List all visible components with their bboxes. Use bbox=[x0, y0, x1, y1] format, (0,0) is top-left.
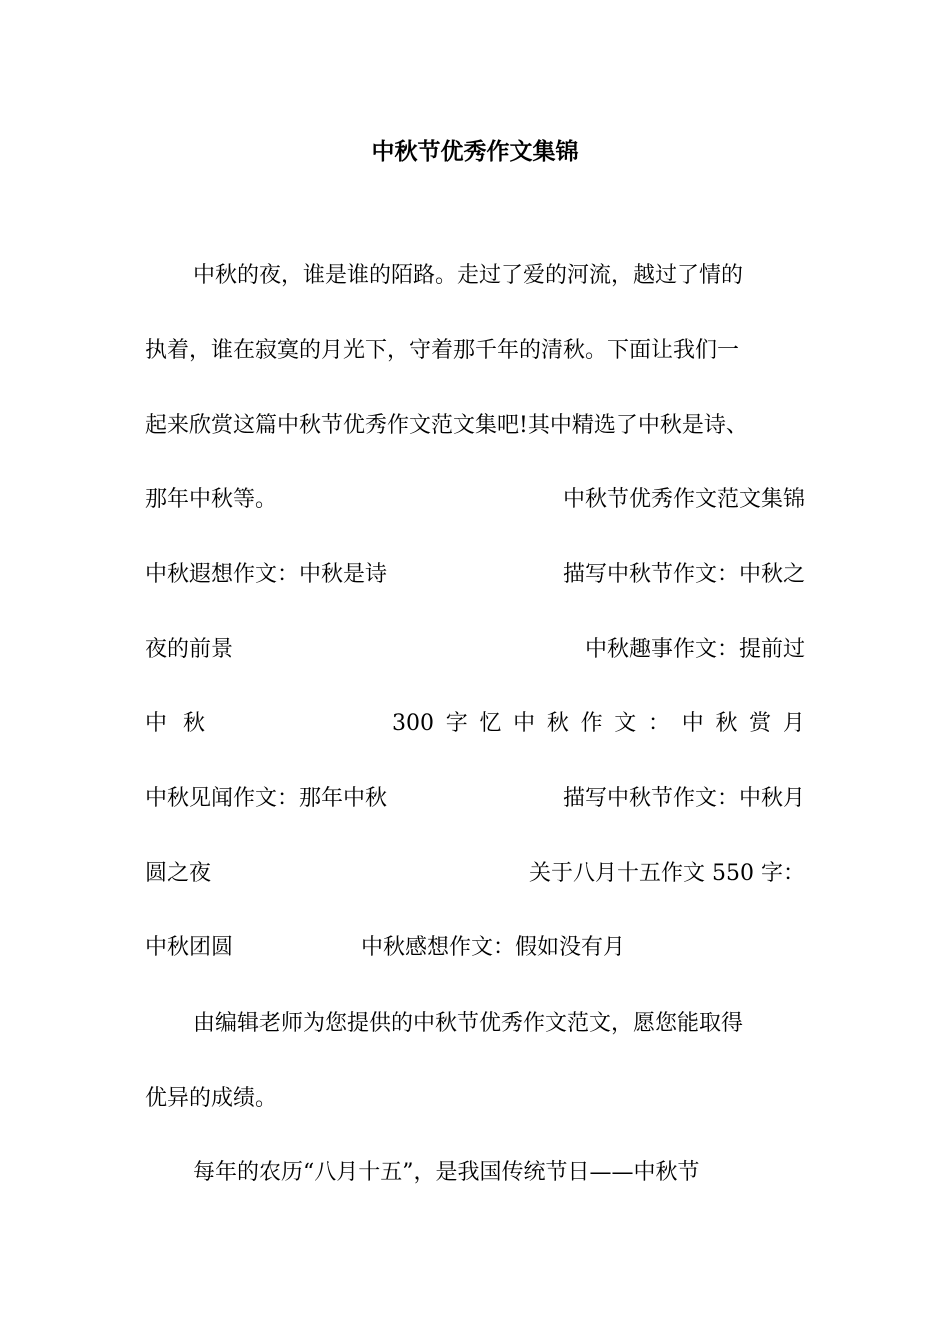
toc-item-3-part-2 bbox=[145, 706, 205, 742]
intro-line-3: 起来欣赏这篇中秋节优秀作文范文集吧!其中精选了中秋是诗、 bbox=[145, 413, 748, 438]
intro-line-4 bbox=[145, 482, 805, 518]
toc-char: 作 bbox=[580, 711, 603, 736]
toc-char: 秋 bbox=[546, 711, 569, 736]
intro-line-4-text: 那年中秋等。 bbox=[145, 487, 278, 512]
toc-char: 忆 bbox=[479, 711, 502, 736]
toc-item-5: 中秋见闻作文：那年中秋 bbox=[145, 786, 388, 811]
toc-char: 字 bbox=[445, 711, 468, 736]
toc-item-8: 中秋感想作文：假如没有月 bbox=[361, 935, 626, 960]
toc-row-6 bbox=[145, 930, 805, 966]
toc-row-1 bbox=[145, 557, 805, 593]
toc-item-4 bbox=[392, 706, 805, 742]
toc-row-4 bbox=[145, 781, 805, 817]
toc-item-3-part-1: 中秋趣事作文：提前过 bbox=[584, 637, 805, 662]
toc-char: 月 bbox=[782, 711, 805, 736]
toc-item-7-part-1: 关于八月十五作文 550 字： bbox=[529, 861, 805, 886]
toc-char: 文 bbox=[614, 711, 637, 736]
essay-line-1: 每年的农历“八月十五”，是我国传统节日——中秋节 bbox=[193, 1160, 700, 1185]
intro-line-1: 中秋的夜，谁是谁的陌路。走过了爱的河流，越过了情的 bbox=[193, 263, 744, 288]
toc-item-2-part-2: 夜的前景 bbox=[145, 637, 234, 662]
toc-char: ： bbox=[648, 711, 671, 736]
toc-item-6-part-1: 描写中秋节作文：中秋月 bbox=[562, 786, 805, 811]
toc-char: 秋 bbox=[182, 711, 205, 736]
outro-line-1: 由编辑老师为您提供的中秋节优秀作文范文，愿您能取得 bbox=[193, 1011, 744, 1036]
toc-char: 中 bbox=[145, 711, 168, 736]
toc-char: 中 bbox=[681, 711, 704, 736]
intro-line-2: 执着，谁在寂寞的月光下，守着那千年的清秋。下面让我们一 bbox=[145, 338, 740, 363]
toc-char: 300 bbox=[392, 711, 434, 736]
toc-collection-title: 中秋节优秀作文范文集锦 bbox=[562, 487, 805, 512]
toc-item-1: 中秋遐想作文：中秋是诗 bbox=[145, 562, 388, 587]
toc-char: 中 bbox=[513, 711, 536, 736]
toc-item-6-part-2: 圆之夜 bbox=[145, 861, 212, 886]
toc-row-5 bbox=[145, 856, 805, 892]
toc-item-7-part-2: 中秋团圆 bbox=[145, 935, 234, 960]
toc-row-3 bbox=[145, 706, 805, 742]
outro-line-2: 优异的成绩。 bbox=[145, 1086, 278, 1111]
toc-char: 秋 bbox=[715, 711, 738, 736]
toc-item-2-part-1: 描写中秋节作文：中秋之 bbox=[562, 562, 805, 587]
toc-char: 赏 bbox=[749, 711, 772, 736]
document-title: 中秋节优秀作文集锦 bbox=[371, 139, 579, 165]
toc-row-2 bbox=[145, 632, 805, 668]
